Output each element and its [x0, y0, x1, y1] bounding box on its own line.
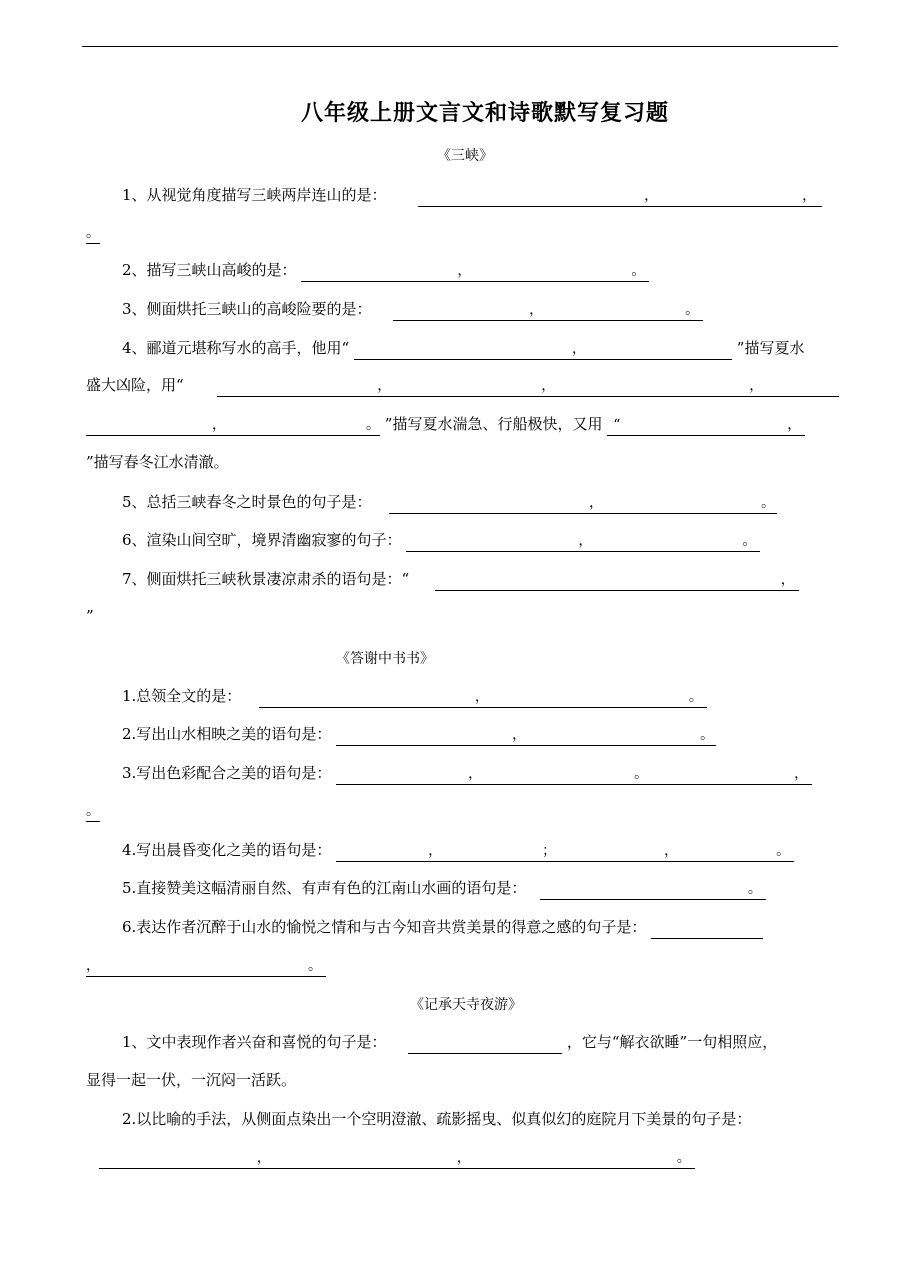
answer-blank[interactable]: ， 。	[86, 412, 380, 436]
question-sanxia-7: 7、侧面烘托三峡秋景凄凉肃杀的语句是：“ ，	[86, 567, 846, 591]
question-sanxia-4: 4、郦道元堪称写水的高手，他用“ ， ”描写夏水	[86, 336, 846, 360]
question-cts-2: 2.以比喻的手法，从侧面点染出一个空明澄澈、疏影摇曳、似真似幻的庭院月下美景的句子是：	[122, 1110, 752, 1128]
answer-blank[interactable]: ， 。	[389, 490, 777, 514]
answer-blank[interactable]: ， 。	[86, 953, 326, 977]
answer-blank[interactable]: 。	[540, 876, 766, 900]
question-sanxia-4-line4: ”描写春冬江水清澈。	[86, 453, 229, 471]
page-title: 八年级上册文言文和诗歌默写复习题	[300, 101, 669, 126]
answer-blank[interactable]: ， 。	[259, 684, 707, 708]
answer-blank[interactable]: ， 。	[336, 722, 716, 746]
answer-blank[interactable]	[651, 915, 763, 939]
question-dxzs-3-cont	[86, 798, 846, 822]
question-sanxia-4-line2: 盛大凶险，用“ ， ， ，	[86, 373, 846, 397]
question-cts-1-cont: 显得一起一伏，一沉闷一活跃。	[86, 1071, 297, 1089]
answer-blank[interactable]: “ ，	[607, 412, 805, 436]
section-heading-sanxia: 《三峡》	[437, 148, 493, 164]
answer-blank[interactable]: ， ； ， 。	[336, 838, 794, 862]
answer-blank[interactable]: 。	[86, 798, 100, 822]
answer-blank[interactable]: ， ， ，	[217, 373, 839, 397]
answer-blank[interactable]	[408, 1030, 562, 1054]
answer-blank[interactable]: ， ， 。	[99, 1145, 695, 1169]
question-dxzs-2: 2.写出山水相映之美的语句是： ， 。	[86, 722, 846, 746]
question-sanxia-2: 2、描写三峡山高峻的是： ， 。	[86, 258, 846, 282]
question-cts-2-cont	[86, 1145, 846, 1169]
section-heading-dxzs: 《答谢中书书》	[336, 651, 434, 667]
question-sanxia-5: 5、总括三峡春冬之时景色的句子是： ， 。	[86, 490, 846, 514]
question-sanxia-7-cont: ”	[86, 607, 94, 625]
section-heading-cts: 《记承天寺夜游》	[410, 997, 522, 1013]
question-dxzs-4: 4.写出晨昏变化之美的语句是： ， ； ， 。	[86, 838, 846, 862]
question-dxzs-6: 6.表达作者沉醉于山水的愉悦之情和与古今知音共赏美景的得意之感的句子是：	[86, 915, 846, 939]
question-sanxia-4-line3: ， 。 ”描写夏水湍急、行船极快，又用 “ ，	[86, 412, 846, 436]
question-dxzs-5: 5.直接赞美这幅清丽自然、有声有色的江南山水画的语句是： 。	[86, 876, 846, 900]
question-cts-1: 1、文中表现作者兴奋和喜悦的句子是： ，它与“解衣欲睡”一句相照应，	[86, 1030, 846, 1054]
top-rule	[82, 46, 838, 47]
answer-blank[interactable]: ， 。	[393, 297, 703, 321]
question-dxzs-3: 3.写出色彩配合之美的语句是： ， 。 ，	[86, 761, 846, 785]
question-dxzs-1: 1.总领全文的是： ， 。	[86, 684, 846, 708]
answer-blank[interactable]: ，	[435, 567, 799, 591]
answer-blank[interactable]: ， 。	[301, 258, 649, 282]
answer-blank[interactable]: ， ，	[418, 183, 822, 207]
question-sanxia-1-cont	[86, 220, 846, 244]
answer-blank[interactable]: ， 。 ，	[336, 761, 812, 785]
answer-blank[interactable]: ， 。	[406, 528, 760, 552]
answer-blank[interactable]: ，	[354, 336, 732, 360]
question-sanxia-6: 6、渲染山间空旷，境界清幽寂寥的句子： ， 。	[86, 528, 846, 552]
answer-blank[interactable]: 。	[86, 220, 100, 244]
question-sanxia-3: 3、侧面烘托三峡山的高峻险要的是： ， 。	[86, 297, 846, 321]
question-dxzs-6-cont	[86, 953, 846, 977]
question-sanxia-1: 1、从视觉角度描写三峡两岸连山的是： ， ，	[86, 183, 846, 207]
